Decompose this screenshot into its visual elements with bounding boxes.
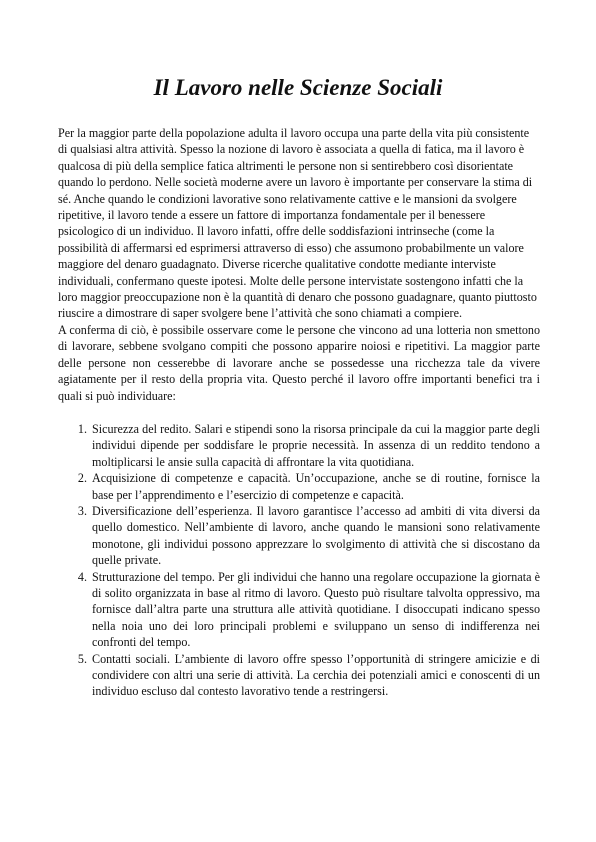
lottery-paragraph: A conferma di ciò, è possibile osservare come le persone che vincono ad una lotteria non smettono di lavorare, sebbene svolgano compiti che possono apparire noiosi e ripetitivi. La maggior parte delle persone non cesserebbe di lavorare anche se possedesse una ricchezza tale da vivere agiatamente per il resto della propria vita. Questo perché il lavoro offre importanti benefici tra i quali si può individuare:	[58, 322, 540, 403]
intro-paragraph: Per la maggior parte della popolazione adulta il lavoro occupa una parte della vita più consistente di qualsiasi altra attività. Spesso la nozione di lavoro è associata a quella di fatica, ma il lavoro è qualcosa di più della semplice fatica altrimenti le persone non si sentirebbero così disorientate quando lo perdono. Nelle società moderne avere un lavoro è importante per conservare la stima di sé. Anche quando le condizioni lavorative sono relativamente cattive e le mansioni da svolgere ripetitive, il lavoro tende a essere un fattore di importanza fondamentale per il benessere psicologico di un individuo. Il lavoro infatti, offre delle soddisfazioni intrinseche (come la possibilità di affermarsi ed esprimersi attraverso di esso) che assumono probabilmente un valore maggiore del denaro guadagnato. Diverse ricerche qualitative condotte mediante interviste individuali, confermano queste ipotesi. Molte delle persone intervistate sostengono infatti che la loro maggior preoccupazione non è la quantità di denaro che possono guadagnare, quanto piuttosto riuscire a dimostrare di saper svolgere bene l’attività che sono chiamati a compiere.	[58, 126, 537, 321]
document-body	[58, 125, 540, 700]
benefits-list	[58, 421, 540, 700]
list-item: 1. Sicurezza del redito. Salari e stipendi sono la risorsa principale da cui la maggior parte degli individui dipende per soddisfare le proprie necessità. In assenza di un reddito tendono a moltiplicarsi le ansie sulla capacità di affrontare la vita quotidiana.	[90, 421, 540, 470]
list-item: 4. Strutturazione del tempo. Per gli individui che hanno una regolare occupazione la giornata è di solito organizzata in base al ritmo di lavoro. Questo può risultare talvolta oppressivo, ma fornisce dall’altra parte una struttura alle attività quotidiane. I disoccupati indicano spesso nella noia uno dei loro principali problemi e sviluppano un senso di indifferenza nei confronti del tempo.	[90, 569, 540, 651]
list-item: 5. Contatti sociali. L’ambiente di lavoro offre spesso l’opportunità di stringere amicizie e di condividere con altri una serie di attività. La cerchia dei potenziali amici e conoscenti di un individuo escluso dal contesto lavorativo tende a restringersi.	[90, 651, 540, 700]
list-item: 2. Acquisizione di competenze e capacità. Un’occupazione, anche se di routine, fornisce la base per l’apprendimento e l’esercizio di competenze e capacità.	[90, 470, 540, 503]
list-item: 3. Diversificazione dell’esperienza. Il lavoro garantisce l’accesso ad ambiti di vita diversi da quello domestico. Nell’ambiente di lavoro, anche quando le mansioni sono relativamente monotone, gli individui possono apprezzare lo svolgimento di attività che si discostano da quelle private.	[90, 503, 540, 569]
document-title: Il Lavoro nelle Scienze Sociali	[153, 75, 443, 100]
